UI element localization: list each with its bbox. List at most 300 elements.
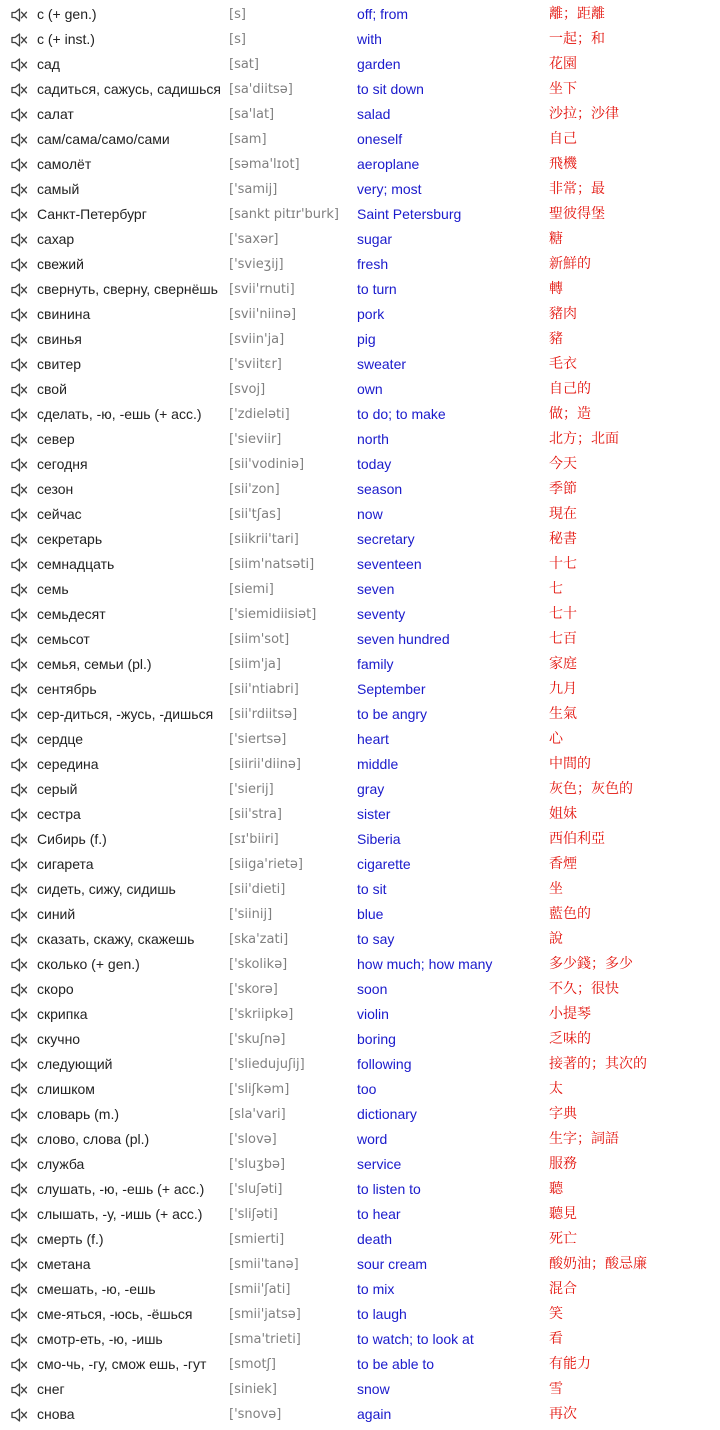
russian-word: семнадцать	[37, 556, 115, 572]
pronunciation: ['sviеʒij]	[229, 257, 284, 272]
english-meaning: to turn	[357, 281, 397, 297]
chinese-meaning: 雪	[549, 1381, 563, 1397]
vocab-row	[0, 777, 720, 802]
english-meaning: to do; to make	[357, 406, 446, 422]
english-meaning: now	[357, 506, 383, 522]
pronunciation: [smii'ʃati]	[229, 1282, 291, 1297]
vocab-row	[0, 327, 720, 352]
chinese-meaning: 十七	[549, 556, 577, 572]
speaker-icon[interactable]	[11, 758, 29, 772]
vocab-row	[0, 577, 720, 602]
speaker-icon[interactable]	[11, 1258, 29, 1272]
russian-word: сестра	[37, 806, 81, 822]
russian-word: свой	[37, 381, 67, 397]
russian-word: сделать, -ю, -ешь (+ acc.)	[37, 406, 202, 422]
vocab-row	[0, 2, 720, 27]
vocab-row	[0, 152, 720, 177]
speaker-icon[interactable]	[11, 658, 29, 672]
english-meaning: pig	[357, 331, 376, 347]
speaker-icon[interactable]	[11, 1283, 29, 1297]
pronunciation: [sii'zon]	[229, 482, 280, 497]
russian-word: свернуть, сверну, свернёшь	[37, 281, 218, 297]
pronunciation: [siniek]	[229, 1382, 277, 1397]
chinese-meaning: 秘書	[549, 531, 577, 547]
russian-word: самый	[37, 181, 80, 197]
russian-word: сме-яться, -юсь, -ёшься	[37, 1306, 193, 1322]
pronunciation: [siemi]	[229, 582, 274, 597]
speaker-icon[interactable]	[11, 83, 29, 97]
english-meaning: aeroplane	[357, 156, 420, 172]
vocab-row	[0, 1052, 720, 1077]
english-meaning: sister	[357, 806, 391, 822]
speaker-icon[interactable]	[11, 1058, 29, 1072]
speaker-icon[interactable]	[11, 58, 29, 72]
vocab-row	[0, 702, 720, 727]
russian-word: сидеть, сижу, сидишь	[37, 881, 176, 897]
speaker-icon[interactable]	[11, 358, 29, 372]
chinese-meaning: 飛機	[549, 156, 577, 172]
speaker-icon[interactable]	[11, 683, 29, 697]
vocab-row	[0, 77, 720, 102]
pronunciation: [sii'dieti]	[229, 882, 286, 897]
pronunciation: [sii'ntiabri]	[229, 682, 299, 697]
pronunciation: [sa'lat]	[229, 107, 275, 122]
speaker-icon[interactable]	[11, 458, 29, 472]
chinese-meaning: 死亡	[549, 1231, 577, 1247]
pronunciation: [s]	[229, 32, 246, 47]
english-meaning: soon	[357, 981, 388, 997]
speaker-icon[interactable]	[11, 608, 29, 622]
speaker-icon[interactable]	[11, 983, 29, 997]
chinese-meaning: 看	[549, 1331, 563, 1347]
vocab-row	[0, 677, 720, 702]
speaker-icon[interactable]	[11, 1383, 29, 1397]
speaker-icon[interactable]	[11, 783, 29, 797]
russian-word: смо-чь, -гу, смож ешь, -гут	[37, 1356, 207, 1372]
pronunciation: [smii'jatsə]	[229, 1307, 301, 1322]
russian-word: слушать, -ю, -ешь (+ acc.)	[37, 1181, 205, 1197]
vocab-row	[0, 877, 720, 902]
russian-word: снег	[37, 1381, 65, 1397]
english-meaning: to hear	[357, 1206, 401, 1222]
english-meaning: sour cream	[357, 1256, 428, 1272]
pronunciation: ['skolikə]	[229, 957, 288, 972]
english-meaning: how much; how many	[357, 956, 493, 972]
vocab-row	[0, 1302, 720, 1327]
russian-word: скучно	[37, 1031, 81, 1047]
english-meaning: word	[357, 1131, 388, 1147]
english-meaning: middle	[357, 756, 399, 772]
english-meaning: own	[357, 381, 383, 397]
english-meaning: salad	[357, 106, 391, 122]
russian-word: с (+ inst.)	[37, 31, 95, 47]
chinese-meaning: 坐	[549, 881, 563, 897]
chinese-meaning: 非常；最	[549, 181, 605, 197]
pronunciation: [sɪ'biiri]	[229, 832, 279, 847]
vocab-row	[0, 552, 720, 577]
pronunciation: [siiga'rietə]	[229, 857, 303, 872]
english-meaning: service	[357, 1156, 402, 1172]
pronunciation: [sviin'ja]	[229, 332, 285, 347]
chinese-meaning: 家庭	[549, 656, 577, 672]
russian-word: садиться, сажусь, садишься	[37, 81, 221, 97]
vocab-row	[0, 977, 720, 1002]
russian-word: с (+ gen.)	[37, 6, 97, 22]
speaker-icon[interactable]	[11, 1108, 29, 1122]
russian-word: самолёт	[37, 156, 92, 172]
russian-word: смерть (f.)	[37, 1231, 104, 1247]
english-meaning: following	[357, 1056, 412, 1072]
russian-word: сметана	[37, 1256, 91, 1272]
vocab-row	[0, 952, 720, 977]
english-meaning: family	[357, 656, 394, 672]
speaker-icon[interactable]	[11, 733, 29, 747]
pronunciation: [siikrii'tari]	[229, 532, 299, 547]
english-meaning: to laugh	[357, 1306, 407, 1322]
english-meaning: violin	[357, 1006, 389, 1022]
chinese-meaning: 聖彼得堡	[549, 206, 605, 222]
vocab-row	[0, 427, 720, 452]
vocab-row	[0, 1077, 720, 1102]
speaker-icon[interactable]	[11, 483, 29, 497]
vocab-row	[0, 652, 720, 677]
russian-word: свинина	[37, 306, 91, 322]
vocab-row	[0, 902, 720, 927]
speaker-icon[interactable]	[11, 708, 29, 722]
vocab-row	[0, 1152, 720, 1177]
pronunciation: ['skriipkə]	[229, 1007, 294, 1022]
vocab-row	[0, 727, 720, 752]
english-meaning: again	[357, 1406, 392, 1422]
chinese-meaning: 北方；北面	[549, 431, 619, 447]
vocab-row	[0, 527, 720, 552]
chinese-meaning: 今天	[549, 456, 577, 472]
chinese-meaning: 聽見	[549, 1206, 577, 1222]
speaker-icon[interactable]	[11, 308, 29, 322]
vocab-row	[0, 1127, 720, 1152]
russian-word: сердце	[37, 731, 84, 747]
vocab-row	[0, 1252, 720, 1277]
english-meaning: secretary	[357, 531, 415, 547]
speaker-icon[interactable]	[11, 133, 29, 147]
english-meaning: sweater	[357, 356, 407, 372]
chinese-meaning: 七十	[549, 606, 577, 622]
english-meaning: seven hundred	[357, 631, 450, 647]
speaker-icon[interactable]	[11, 1158, 29, 1172]
vocab-row	[0, 602, 720, 627]
english-meaning: to say	[357, 931, 395, 947]
russian-word: семьсот	[37, 631, 90, 647]
pronunciation: [svoj]	[229, 382, 266, 397]
english-meaning: sugar	[357, 231, 393, 247]
english-meaning: to sit	[357, 881, 387, 897]
pronunciation: [sii'rdiitsə]	[229, 707, 298, 722]
speaker-icon[interactable]	[11, 883, 29, 897]
russian-word: синий	[37, 906, 76, 922]
speaker-icon[interactable]	[11, 933, 29, 947]
speaker-icon[interactable]	[11, 1033, 29, 1047]
russian-word: салат	[37, 106, 74, 122]
english-meaning: death	[357, 1231, 393, 1247]
english-meaning: blue	[357, 906, 384, 922]
chinese-meaning: 有能力	[549, 1356, 591, 1372]
russian-word: сад	[37, 56, 60, 72]
speaker-icon[interactable]	[11, 208, 29, 222]
pronunciation: ['sliedujuʃij]	[229, 1057, 305, 1072]
speaker-icon[interactable]	[11, 283, 29, 297]
chinese-meaning: 接著的；其次的	[549, 1056, 647, 1072]
chinese-meaning: 生字；詞語	[549, 1131, 619, 1147]
russian-word: смотр-еть, -ю, -ишь	[37, 1331, 163, 1347]
pronunciation: [smotʃ]	[229, 1357, 276, 1372]
chinese-meaning: 轉	[549, 281, 563, 297]
pronunciation: ['zdieləti]	[229, 407, 290, 422]
vocab-row	[0, 302, 720, 327]
vocab-row	[0, 827, 720, 852]
russian-word: сезон	[37, 481, 74, 497]
pronunciation: ['skuʃnə]	[229, 1032, 286, 1047]
russian-word: слышать, -у, -ишь (+ acc.)	[37, 1206, 203, 1222]
pronunciation: [sa'diitsə]	[229, 82, 293, 97]
chinese-meaning: 太	[549, 1081, 563, 1097]
vocab-row	[0, 1227, 720, 1252]
pronunciation: [ska'zati]	[229, 932, 289, 947]
vocab-row	[0, 377, 720, 402]
russian-word: сер-диться, -жусь, -дишься	[37, 706, 214, 722]
chinese-meaning: 姐妹	[549, 806, 577, 822]
chinese-meaning: 離；距離	[549, 6, 605, 22]
pronunciation: [sankt pitɪr'burk]	[229, 207, 339, 222]
speaker-icon[interactable]	[11, 33, 29, 47]
vocab-row	[0, 1352, 720, 1377]
chinese-meaning: 小提琴	[549, 1006, 591, 1022]
russian-word: свежий	[37, 256, 84, 272]
russian-word: смешать, -ю, -ешь	[37, 1281, 156, 1297]
chinese-meaning: 新鮮的	[549, 256, 591, 272]
chinese-meaning: 再次	[549, 1406, 577, 1422]
vocab-row	[0, 127, 720, 152]
russian-word: семь	[37, 581, 69, 597]
english-meaning: September	[357, 681, 426, 697]
speaker-icon[interactable]	[11, 1183, 29, 1197]
speaker-icon[interactable]	[11, 1333, 29, 1347]
speaker-icon[interactable]	[11, 558, 29, 572]
pronunciation: ['slovə]	[229, 1132, 277, 1147]
chinese-meaning: 藍色的	[549, 906, 591, 922]
speaker-icon[interactable]	[11, 1233, 29, 1247]
speaker-icon[interactable]	[11, 1008, 29, 1022]
speaker-icon[interactable]	[11, 1208, 29, 1222]
speaker-icon[interactable]	[11, 433, 29, 447]
english-meaning: season	[357, 481, 403, 497]
vocab-row	[0, 1002, 720, 1027]
speaker-icon[interactable]	[11, 233, 29, 247]
chinese-meaning: 自己	[549, 131, 577, 147]
chinese-meaning: 笑	[549, 1306, 563, 1322]
english-meaning: very; most	[357, 181, 422, 197]
pronunciation: ['sierij]	[229, 782, 274, 797]
vocab-row	[0, 852, 720, 877]
pronunciation: ['sliʃəti]	[229, 1207, 278, 1222]
speaker-icon[interactable]	[11, 108, 29, 122]
russian-word: середина	[37, 756, 99, 772]
pronunciation: ['sluʃəti]	[229, 1182, 283, 1197]
chinese-meaning: 坐下	[549, 81, 577, 97]
english-meaning: oneself	[357, 131, 403, 147]
pronunciation: [səma'lɪot]	[229, 157, 300, 172]
pronunciation: [siirii'diinə]	[229, 757, 301, 772]
speaker-icon[interactable]	[11, 958, 29, 972]
english-meaning: to mix	[357, 1281, 395, 1297]
chinese-meaning: 心	[549, 731, 563, 747]
vocab-row	[0, 502, 720, 527]
russian-word: сказать, скажу, скажешь	[37, 931, 195, 947]
pronunciation: [s]	[229, 7, 246, 22]
chinese-meaning: 糖	[549, 231, 563, 247]
speaker-icon[interactable]	[11, 908, 29, 922]
english-meaning: seven	[357, 581, 395, 597]
russian-word: секретарь	[37, 531, 103, 547]
english-meaning: off; from	[357, 6, 409, 22]
vocab-row	[0, 1277, 720, 1302]
chinese-meaning: 沙拉；沙律	[549, 106, 619, 122]
english-meaning: to be able to	[357, 1356, 435, 1372]
pronunciation: ['skorə]	[229, 982, 278, 997]
chinese-meaning: 說	[549, 931, 563, 947]
russian-word: север	[37, 431, 75, 447]
pronunciation: [sii'stra]	[229, 807, 282, 822]
english-meaning: Siberia	[357, 831, 401, 847]
russian-word: сахар	[37, 231, 75, 247]
english-meaning: dictionary	[357, 1106, 417, 1122]
english-meaning: north	[357, 431, 389, 447]
chinese-meaning: 多少錢；多少	[549, 956, 633, 972]
pronunciation: [sat]	[229, 57, 259, 72]
speaker-icon[interactable]	[11, 858, 29, 872]
chinese-meaning: 中間的	[549, 756, 591, 772]
vocab-row	[0, 202, 720, 227]
pronunciation: [sii'tʃas]	[229, 507, 281, 522]
vocab-row	[0, 1202, 720, 1227]
chinese-meaning: 西伯利亞	[549, 831, 605, 847]
speaker-icon[interactable]	[11, 533, 29, 547]
russian-word: сигарета	[37, 856, 94, 872]
chinese-meaning: 不久；很快	[549, 981, 619, 997]
chinese-meaning: 酸奶油；酸忌廉	[549, 1256, 647, 1272]
speaker-icon[interactable]	[11, 183, 29, 197]
pronunciation: ['saxər]	[229, 232, 279, 247]
vocab-row	[0, 1027, 720, 1052]
pronunciation: [sii'vodiniə]	[229, 457, 305, 472]
pronunciation: ['siinij]	[229, 907, 273, 922]
vocab-row	[0, 802, 720, 827]
vocab-row	[0, 452, 720, 477]
pronunciation: ['sliʃkəm]	[229, 1082, 290, 1097]
russian-word: сейчас	[37, 506, 82, 522]
speaker-icon[interactable]	[11, 333, 29, 347]
pronunciation: ['sviitɛr]	[229, 357, 282, 372]
chinese-meaning: 字典	[549, 1106, 577, 1122]
speaker-icon[interactable]	[11, 1083, 29, 1097]
speaker-icon[interactable]	[11, 158, 29, 172]
chinese-meaning: 生氣	[549, 706, 577, 722]
speaker-icon[interactable]	[11, 508, 29, 522]
pronunciation: [smierti]	[229, 1232, 285, 1247]
speaker-icon[interactable]	[11, 583, 29, 597]
pronunciation: ['snovə]	[229, 1407, 282, 1422]
russian-word: свитер	[37, 356, 82, 372]
chinese-meaning: 灰色；灰色的	[549, 781, 633, 797]
chinese-meaning: 花園	[549, 56, 577, 72]
speaker-icon[interactable]	[11, 258, 29, 272]
english-meaning: gray	[357, 781, 385, 797]
vocab-row	[0, 752, 720, 777]
speaker-icon[interactable]	[11, 1308, 29, 1322]
vocab-row	[0, 1377, 720, 1402]
vocab-row	[0, 277, 720, 302]
english-meaning: pork	[357, 306, 385, 322]
russian-word: снова	[37, 1406, 75, 1422]
chinese-meaning: 一起；和	[549, 31, 605, 47]
russian-word: скоро	[37, 981, 74, 997]
vocab-row	[0, 1327, 720, 1352]
english-meaning: to be angry	[357, 706, 428, 722]
russian-word: семьдесят	[37, 606, 106, 622]
pronunciation: ['samij]	[229, 182, 278, 197]
russian-word: служба	[37, 1156, 85, 1172]
english-meaning: too	[357, 1081, 377, 1097]
speaker-icon[interactable]	[11, 1358, 29, 1372]
russian-word: сегодня	[37, 456, 88, 472]
pronunciation: [sla'vari]	[229, 1107, 286, 1122]
chinese-meaning: 自己的	[549, 381, 591, 397]
english-meaning: seventeen	[357, 556, 422, 572]
english-meaning: fresh	[357, 256, 389, 272]
speaker-icon[interactable]	[11, 383, 29, 397]
russian-word: свинья	[37, 331, 82, 347]
russian-word: сентябрь	[37, 681, 97, 697]
pronunciation: [siim'sot]	[229, 632, 290, 647]
speaker-icon[interactable]	[11, 1133, 29, 1147]
chinese-meaning: 豬肉	[549, 306, 577, 322]
english-meaning: cigarette	[357, 856, 411, 872]
russian-word: сам/сама/само/сами	[37, 131, 170, 147]
speaker-icon[interactable]	[11, 8, 29, 22]
vocab-row	[0, 1402, 720, 1427]
vocab-row	[0, 1177, 720, 1202]
vocab-row	[0, 477, 720, 502]
speaker-icon[interactable]	[11, 833, 29, 847]
vocab-row	[0, 402, 720, 427]
english-meaning: seventy	[357, 606, 406, 622]
chinese-meaning: 聽	[549, 1181, 563, 1197]
english-meaning: garden	[357, 56, 401, 72]
speaker-icon[interactable]	[11, 1408, 29, 1422]
russian-word: Санкт-Петербург	[37, 206, 147, 222]
english-meaning: boring	[357, 1031, 396, 1047]
vocab-row	[0, 252, 720, 277]
speaker-icon[interactable]	[11, 408, 29, 422]
chinese-meaning: 毛衣	[549, 356, 577, 372]
pronunciation: ['sieviir]	[229, 432, 282, 447]
russian-word: слишком	[37, 1081, 95, 1097]
speaker-icon[interactable]	[11, 633, 29, 647]
chinese-meaning: 九月	[549, 681, 577, 697]
russian-word: Сибирь (f.)	[37, 831, 107, 847]
vocab-row	[0, 52, 720, 77]
speaker-icon[interactable]	[11, 808, 29, 822]
vocab-row	[0, 1102, 720, 1127]
